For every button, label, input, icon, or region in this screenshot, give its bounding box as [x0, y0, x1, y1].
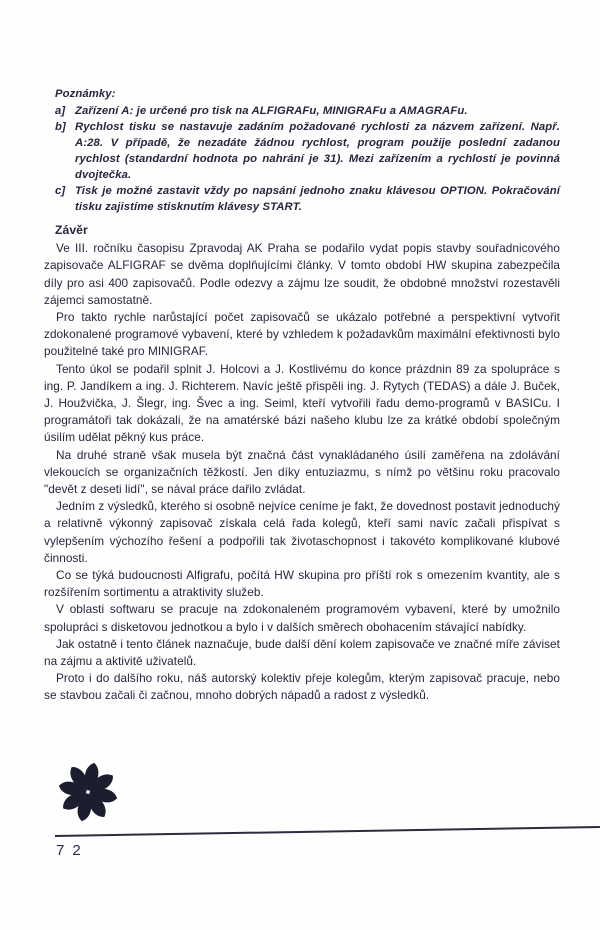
- footer-divider: [55, 826, 600, 837]
- flower-icon: [55, 757, 121, 827]
- paragraph: Co se týká budoucnosti Alfigrafu, počítá HW skupina pro příští rok s omezením kvantity, ale s rozšířením sortimentu a atraktivity služeb.: [44, 568, 560, 600]
- paragraph: Ve III. ročníku časopisu Zpravodaj AK Praha se podařilo vydat popis stavby souřadnicového zapisovače ALFIGRAF se dvěma doplňujícími články. V tomto období HW skupina zabezpečila díly pro asi 400 zapisovačů. Podle odezvy a zájmu lze soudit, že obdobné množství rozestavěli zájemci samostatně.: [44, 241, 560, 307]
- page-number: 72: [56, 842, 89, 859]
- paragraph: V oblasti softwaru se pracuje na zdokonaleném programovém vybavení, které by umožnilo spolupráci s disketovou jednotkou a bylo i v dalších směrech obohacením stávající nabídky.: [44, 602, 560, 634]
- paragraph: Jak ostatně i tento článek naznačuje, bude další dění kolem zapisovače ve značné míře záviset na zájmu a aktivitě uživatelů.: [44, 636, 560, 669]
- paragraph: Jedním z výsledků, kterého si osobně nejvíce ceníme je fakt, že dovednost postavit jednoduchý a relativně výkonný zapisovač získala celá řada kolegů, kteří sami navíc začali přispívat s vylepšením výchozího řešení a podpořili tak životaschopnost i takovéto komplikované klubové činnosti.: [44, 499, 560, 565]
- note-text: Tisk je možné zastavit vždy po napsání jednoho znaku klávesou OPTION. Pokračování tisku zajistíme stisknutím klávesy START.: [75, 185, 560, 213]
- notes-heading: Poznámky:: [55, 88, 116, 100]
- notes-section: [55, 86, 560, 215]
- note-label: a]: [55, 105, 66, 117]
- note-item-c: [55, 183, 560, 215]
- note-item-b: [55, 119, 560, 183]
- paragraph: Na druhé straně však musela být značná část vynakládaného úsilí zaměřena na zdolávání vlekoucích se organizačních těžkostí. Jen díky entuziazmu, s nímž po většinu roku pracovalo "devět z deseti lidí", se nával práce dařilo zvládat.: [44, 447, 560, 497]
- paragraph: Tento úkol se podařil splnit J. Holcovi a J. Kostlivému do konce prázdnin 89 za spolupráce s ing. P. Jandíkem a ing. J. Richterem. Navíc ještě přispěli ing. J. Rytych (TEDAS) a dále J. Buček, J. Houžvička, J. Šlegr, ing. Švec a ing. Seiml, kteří vytvořili řadu demo-programů v BASICu. I programátoři tak dokázali, že na amatérské bázi našeho klubu lze za krátké období společným úsilím udělat pěkný kus práce.: [44, 361, 560, 445]
- note-text: Zařízení A: je určené pro tisk na ALFIGRAFu, MINIGRAFu a AMAGRAFu.: [75, 105, 468, 117]
- note-label: b]: [55, 121, 66, 133]
- note-item-a: [55, 103, 560, 119]
- note-text: Rychlost tisku se nastavuje zadáním požadované rychlosti za názvem zařízení. Např. A:28. V případě, že nezadáte žádnou rychlost, program použije poslední zadanou rychlost (standardní hodnota po nahrání je 31). Mezi zařízením a rychlostí je povinná dvojtečka.: [75, 121, 560, 181]
- conclusion-section: [44, 222, 560, 705]
- paragraph: Proto i do dalšího roku, náš autorský kolektiv přeje kolegům, kterým zapisovač pracuje, nebo se stavbou začali či začnou, mnoho dobrých nápadů a radost z výsledků.: [44, 671, 560, 703]
- section-heading: Závěr: [55, 223, 88, 237]
- note-label: c]: [55, 185, 66, 197]
- paragraph: Pro takto rychle narůstající počet zapisovačů se ukázalo potřebné a perspektivní vytvořit zdokonalené programové vybavení, které by vzhledem k požadavkům maximální efektivnosti bylo použitelné také pro MINIGRAF.: [44, 310, 560, 359]
